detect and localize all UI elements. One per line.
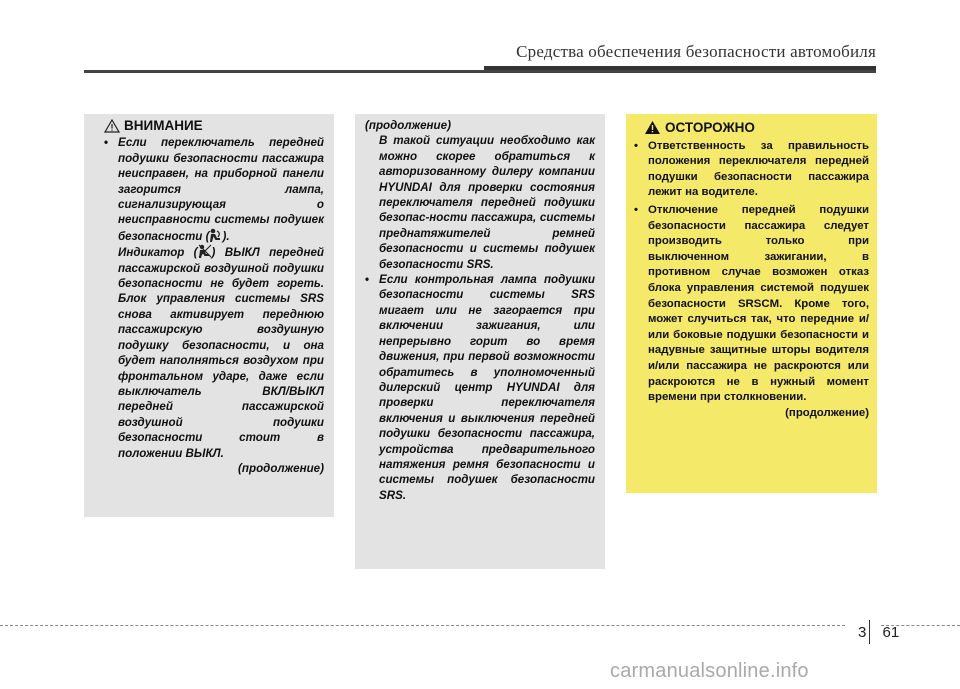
caution-bullet-2: • Отключение передней подушки безопасности пассажира следует производить только при выключенном зажигании, в противном случае возможен отказ блока управления системой подушек безопасности SRSCM. Кроме того, может случиться так, что передние и/или боковые подушки безопасности и надувные защитные шторы водителя и/или пассажира не раскроются или раскроются не в нужный момент времени при столкновении. bbox=[634, 203, 869, 404]
warning-panel-continued bbox=[355, 114, 605, 569]
caution-continued-label: (продолжение) bbox=[785, 406, 869, 419]
header-rule bbox=[84, 70, 876, 73]
warning-paragraph-2: Индикатор ( ) ВЫКЛ передней пассажирской воздушной подушки безопасности не будет гореть. Блок управления системы SRS снова активирует переднюю пассажирскую воздушную подушку безопасности, и она будет наполняться воздухом при фронтальном ударе, даже если выключатель ВКЛ/ВЫКЛ передней пассажирской воздушной подушки безопасности стоит в положении ВЫКЛ. bbox=[118, 246, 324, 460]
warning-bullet-2: • Если контрольная лампа подушки безопасности системы SRS мигает или не загорается при включении зажигания, или непрерывно горит во время движения, при первой возможности обратитесь в уполномоченный дилерский центр HYUNDAI для проверки переключателя включения и выключения передней подушки безопасности пассажира, устройства предварительного натяжения ремня безопасности и системы подушек безопасности SRS. bbox=[365, 273, 595, 502]
warning-panel bbox=[84, 114, 334, 517]
page-header-title: Средства обеспечения безопасности автомобиля bbox=[516, 42, 876, 61]
warning-heading bbox=[104, 118, 324, 133]
continued-paragraph: В такой ситуации необходимо как можно скорее обратиться к авторизованному дилеру компании HYUNDAI для проверки состояния переключателя передней подушки безопас-ности пассажира, системы преднатяжителей ремней безопасности и системы подушек безопасности SRS. bbox=[379, 134, 595, 271]
warning-bullet-1: • Если переключатель передней подушки безопасности пассажира неисправен, на приборной панели загорится лампа, сигнализирующая о неисправности системы подушек безопасности ( ). bbox=[104, 136, 324, 243]
warning-heading-label: ВНИМАНИЕ bbox=[124, 118, 203, 133]
caution-heading bbox=[634, 120, 869, 136]
site-watermark: carmanualsonline.info bbox=[610, 660, 809, 682]
caution-panel bbox=[626, 114, 877, 493]
page-number-value: 61 bbox=[882, 624, 900, 641]
chapter-number: 3 bbox=[858, 624, 867, 641]
caution-bullet-1: • Ответственность за правильность положения переключателя передней подушки безопасности пассажира лежит на водителе. bbox=[634, 139, 869, 199]
airbag-icon bbox=[209, 228, 222, 243]
page-number bbox=[858, 624, 899, 641]
caution-triangle-icon bbox=[644, 120, 661, 135]
footer-rule bbox=[0, 625, 845, 626]
caution-heading-label: ОСТОРОЖНО bbox=[665, 120, 755, 135]
airbag-off-icon bbox=[198, 244, 212, 259]
continued-label: (продолжение) bbox=[238, 461, 324, 475]
continued-top-label: (продолжение) bbox=[365, 119, 451, 132]
warning-triangle-icon bbox=[104, 119, 120, 133]
